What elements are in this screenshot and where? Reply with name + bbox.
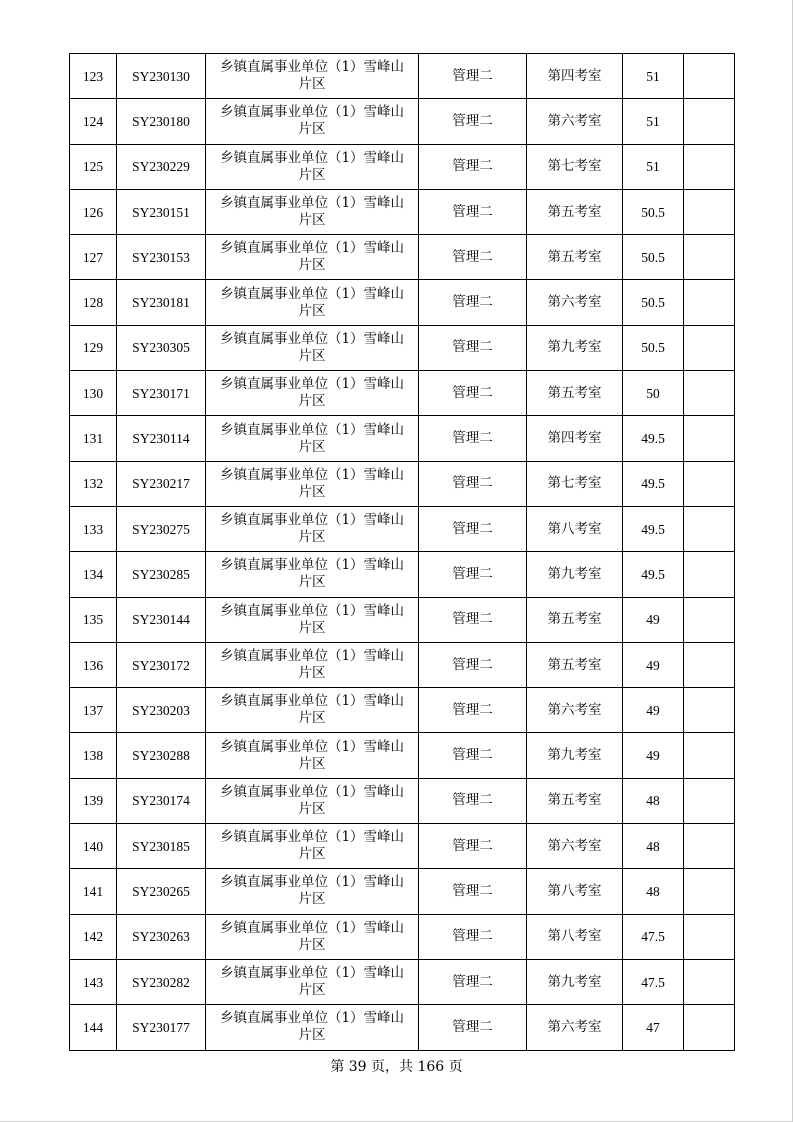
unit-line-2: 片区 — [298, 302, 326, 319]
unit-line-2: 片区 — [298, 212, 326, 229]
note-cell — [684, 778, 735, 823]
seq-cell: 128 — [70, 280, 117, 325]
table-row — [70, 733, 735, 778]
exam-id-cell: SY230181 — [117, 280, 206, 325]
score-cell: 48 — [623, 778, 684, 823]
position-cell: 管理二 — [419, 371, 527, 416]
position-cell: 管理二 — [419, 280, 527, 325]
unit-cell — [206, 733, 419, 778]
unit-cell — [206, 280, 419, 325]
table-row — [70, 280, 735, 325]
exam-id-cell: SY230172 — [117, 642, 206, 687]
exam-room-cell: 第九考室 — [527, 552, 623, 597]
note-cell — [684, 552, 735, 597]
seq-cell: 125 — [70, 144, 117, 189]
unit-line-1: 乡镇直属事业单位（1）雪峰山 — [219, 330, 405, 347]
unit-line-2: 片区 — [298, 76, 326, 93]
score-cell: 49 — [623, 642, 684, 687]
exam-room-cell: 第六考室 — [527, 1005, 623, 1050]
exam-room-cell: 第八考室 — [527, 869, 623, 914]
page-footer: 第 39 页，共 166 页 — [330, 1059, 463, 1075]
note-cell — [684, 54, 735, 99]
note-cell — [684, 99, 735, 144]
note-cell — [684, 733, 735, 778]
score-cell: 49 — [623, 597, 684, 642]
table-row — [70, 99, 735, 144]
table-row — [70, 914, 735, 959]
note-cell — [684, 461, 735, 506]
position-cell: 管理二 — [419, 733, 527, 778]
exam-room-cell: 第九考室 — [527, 959, 623, 1004]
unit-cell — [206, 914, 419, 959]
note-cell — [684, 235, 735, 280]
exam-room-cell: 第六考室 — [527, 688, 623, 733]
unit-line-1: 乡镇直属事业单位（1）雪峰山 — [219, 648, 405, 664]
exam-id-cell: SY230217 — [117, 461, 206, 506]
unit-line-2: 片区 — [298, 121, 326, 138]
unit-cell — [206, 461, 419, 506]
unit-cell — [206, 1005, 419, 1050]
exam-id-cell: SY230174 — [117, 778, 206, 823]
position-cell: 管理二 — [419, 416, 527, 461]
seq-cell: 140 — [70, 824, 117, 869]
unit-cell — [206, 416, 419, 461]
exam-room-cell: 第四考室 — [527, 54, 623, 99]
unit-line-2: 片区 — [298, 574, 326, 591]
score-cell: 49.5 — [623, 416, 684, 461]
table-row — [70, 688, 735, 733]
unit-cell — [206, 552, 419, 597]
exam-id-cell: SY230171 — [117, 371, 206, 416]
unit-line-2: 片区 — [298, 982, 326, 999]
unit-line-2: 片区 — [298, 846, 326, 863]
exam-room-cell: 第五考室 — [527, 642, 623, 687]
seq-cell: 142 — [70, 914, 117, 959]
score-cell: 47 — [623, 1005, 684, 1050]
unit-cell — [206, 642, 419, 687]
exam-id-cell: SY230229 — [117, 144, 206, 189]
note-cell — [684, 914, 735, 959]
exam-id-cell: SY230177 — [117, 1005, 206, 1050]
seq-cell: 131 — [70, 416, 117, 461]
score-cell: 49.5 — [623, 506, 684, 551]
score-cell: 49 — [623, 688, 684, 733]
table-row — [70, 416, 735, 461]
seq-cell: 138 — [70, 733, 117, 778]
unit-cell — [206, 959, 419, 1004]
position-cell: 管理二 — [419, 189, 527, 234]
position-cell: 管理二 — [419, 235, 527, 280]
unit-line-2: 片区 — [298, 710, 326, 727]
unit-cell — [206, 778, 419, 823]
unit-line-1: 乡镇直属事业单位（1）雪峰山 — [219, 59, 405, 76]
note-cell — [684, 1005, 735, 1050]
unit-cell — [206, 688, 419, 733]
position-cell: 管理二 — [419, 506, 527, 551]
unit-line-1: 乡镇直属事业单位（1）雪峰山 — [219, 376, 405, 393]
exam-id-cell: SY230180 — [117, 99, 206, 144]
exam-room-cell: 第六考室 — [527, 824, 623, 869]
table-row — [70, 325, 735, 370]
unit-line-2: 片区 — [298, 619, 326, 636]
unit-line-2: 片区 — [298, 755, 326, 772]
table-row — [70, 824, 735, 869]
table-body — [70, 54, 735, 1051]
unit-line-1: 乡镇直属事业单位（1）雪峰山 — [219, 240, 405, 257]
table-row — [70, 461, 735, 506]
unit-line-1: 乡镇直属事业单位（1）雪峰山 — [219, 149, 405, 166]
note-cell — [684, 824, 735, 869]
unit-line-2: 片区 — [298, 529, 326, 546]
exam-room-cell: 第五考室 — [527, 778, 623, 823]
seq-cell: 127 — [70, 235, 117, 280]
position-cell: 管理二 — [419, 778, 527, 823]
position-cell: 管理二 — [419, 688, 527, 733]
unit-line-2: 片区 — [298, 891, 326, 908]
exam-room-cell: 第七考室 — [527, 461, 623, 506]
exam-room-cell: 第九考室 — [527, 733, 623, 778]
note-cell — [684, 144, 735, 189]
unit-cell — [206, 506, 419, 551]
note-cell — [684, 416, 735, 461]
unit-line-1: 乡镇直属事业单位（1）雪峰山 — [219, 783, 405, 800]
note-cell — [684, 325, 735, 370]
unit-cell — [206, 869, 419, 914]
exam-id-cell: SY230144 — [117, 597, 206, 642]
unit-line-2: 片区 — [298, 483, 326, 500]
exam-room-cell: 第六考室 — [527, 99, 623, 144]
score-cell: 49 — [623, 733, 684, 778]
seq-cell: 133 — [70, 506, 117, 551]
unit-line-1: 乡镇直属事业单位（1）雪峰山 — [219, 829, 405, 846]
position-cell: 管理二 — [419, 824, 527, 869]
seq-cell: 129 — [70, 325, 117, 370]
unit-line-1: 乡镇直属事业单位（1）雪峰山 — [219, 285, 405, 302]
table-row — [70, 959, 735, 1004]
table-row — [70, 189, 735, 234]
position-cell: 管理二 — [419, 325, 527, 370]
score-cell: 47.5 — [623, 914, 684, 959]
position-cell: 管理二 — [419, 552, 527, 597]
seq-cell: 123 — [70, 54, 117, 99]
note-cell — [684, 371, 735, 416]
score-cell: 51 — [623, 99, 684, 144]
position-cell: 管理二 — [419, 99, 527, 144]
unit-line-2: 片区 — [298, 257, 326, 274]
score-cell: 51 — [623, 144, 684, 189]
score-cell: 50 — [623, 371, 684, 416]
exam-id-cell: SY230288 — [117, 733, 206, 778]
seq-cell: 124 — [70, 99, 117, 144]
seq-cell: 126 — [70, 189, 117, 234]
note-cell — [684, 642, 735, 687]
position-cell: 管理二 — [419, 597, 527, 642]
exam-id-cell: SY230263 — [117, 914, 206, 959]
position-cell: 管理二 — [419, 144, 527, 189]
exam-room-cell: 第五考室 — [527, 235, 623, 280]
score-cell: 49.5 — [623, 552, 684, 597]
unit-line-2: 片区 — [298, 393, 326, 410]
exam-id-cell: SY230130 — [117, 54, 206, 99]
unit-line-1: 乡镇直属事业单位（1）雪峰山 — [219, 512, 405, 529]
unit-line-1: 乡镇直属事业单位（1）雪峰山 — [219, 965, 405, 982]
note-cell — [684, 869, 735, 914]
note-cell — [684, 959, 735, 1004]
exam-room-cell: 第五考室 — [527, 597, 623, 642]
seq-cell: 143 — [70, 959, 117, 1004]
position-cell: 管理二 — [419, 959, 527, 1004]
score-cell: 50.5 — [623, 235, 684, 280]
unit-cell — [206, 99, 419, 144]
unit-line-1: 乡镇直属事业单位（1）雪峰山 — [219, 693, 405, 710]
seq-cell: 135 — [70, 597, 117, 642]
seq-cell: 136 — [70, 642, 117, 687]
exam-room-cell: 第九考室 — [527, 325, 623, 370]
unit-cell — [206, 325, 419, 370]
exam-room-cell: 第五考室 — [527, 371, 623, 416]
table-row — [70, 778, 735, 823]
unit-cell — [206, 371, 419, 416]
seq-cell: 144 — [70, 1005, 117, 1050]
note-cell — [684, 506, 735, 551]
unit-line-1: 乡镇直属事业单位（1）雪峰山 — [219, 104, 405, 121]
unit-cell — [206, 54, 419, 99]
table-row — [70, 235, 735, 280]
note-cell — [684, 280, 735, 325]
exam-room-cell: 第四考室 — [527, 416, 623, 461]
position-cell: 管理二 — [419, 914, 527, 959]
seq-cell: 134 — [70, 552, 117, 597]
unit-line-1: 乡镇直属事业单位（1）雪峰山 — [219, 1010, 405, 1027]
exam-room-cell: 第六考室 — [527, 280, 623, 325]
unit-line-2: 片区 — [298, 438, 326, 455]
unit-line-2: 片区 — [298, 665, 326, 681]
unit-line-1: 乡镇直属事业单位（1）雪峰山 — [219, 557, 405, 574]
unit-cell — [206, 189, 419, 234]
unit-cell — [206, 597, 419, 642]
score-cell: 50.5 — [623, 325, 684, 370]
exam-id-cell: SY230153 — [117, 235, 206, 280]
exam-id-cell: SY230282 — [117, 959, 206, 1004]
exam-id-cell: SY230151 — [117, 189, 206, 234]
note-cell — [684, 688, 735, 733]
unit-line-2: 片区 — [298, 166, 326, 183]
score-cell: 49.5 — [623, 461, 684, 506]
position-cell: 管理二 — [419, 642, 527, 687]
table-row — [70, 54, 735, 99]
seq-cell: 141 — [70, 869, 117, 914]
unit-cell — [206, 824, 419, 869]
position-cell: 管理二 — [419, 461, 527, 506]
exam-room-cell: 第五考室 — [527, 189, 623, 234]
position-cell: 管理二 — [419, 54, 527, 99]
score-table — [69, 53, 735, 1051]
note-cell — [684, 189, 735, 234]
exam-id-cell: SY230185 — [117, 824, 206, 869]
table-row — [70, 597, 735, 642]
table-row — [70, 552, 735, 597]
unit-line-1: 乡镇直属事业单位（1）雪峰山 — [219, 466, 405, 483]
score-cell: 48 — [623, 869, 684, 914]
unit-line-2: 片区 — [298, 1027, 326, 1044]
table-row — [70, 144, 735, 189]
exam-id-cell: SY230305 — [117, 325, 206, 370]
unit-line-1: 乡镇直属事业单位（1）雪峰山 — [219, 738, 405, 755]
score-cell: 47.5 — [623, 959, 684, 1004]
unit-cell — [206, 144, 419, 189]
seq-cell: 132 — [70, 461, 117, 506]
note-cell — [684, 597, 735, 642]
unit-line-1: 乡镇直属事业单位（1）雪峰山 — [219, 602, 405, 619]
unit-line-2: 片区 — [298, 936, 326, 953]
unit-line-1: 乡镇直属事业单位（1）雪峰山 — [219, 421, 405, 438]
unit-line-2: 片区 — [298, 800, 326, 817]
unit-line-2: 片区 — [298, 347, 326, 364]
score-cell: 50.5 — [623, 280, 684, 325]
seq-cell: 139 — [70, 778, 117, 823]
seq-cell: 137 — [70, 688, 117, 733]
table-row — [70, 869, 735, 914]
unit-cell — [206, 235, 419, 280]
exam-id-cell: SY230285 — [117, 552, 206, 597]
score-cell: 50.5 — [623, 189, 684, 234]
exam-id-cell: SY230203 — [117, 688, 206, 733]
unit-line-1: 乡镇直属事业单位（1）雪峰山 — [219, 874, 405, 891]
seq-cell: 130 — [70, 371, 117, 416]
unit-line-1: 乡镇直属事业单位（1）雪峰山 — [219, 919, 405, 936]
score-cell: 51 — [623, 54, 684, 99]
table-row — [70, 371, 735, 416]
table-row — [70, 506, 735, 551]
exam-id-cell: SY230265 — [117, 869, 206, 914]
exam-id-cell: SY230114 — [117, 416, 206, 461]
position-cell: 管理二 — [419, 869, 527, 914]
exam-id-cell: SY230275 — [117, 506, 206, 551]
exam-room-cell: 第八考室 — [527, 506, 623, 551]
position-cell: 管理二 — [419, 1005, 527, 1050]
table-row — [70, 1005, 735, 1050]
unit-line-1: 乡镇直属事业单位（1）雪峰山 — [219, 195, 405, 212]
exam-room-cell: 第七考室 — [527, 144, 623, 189]
exam-room-cell: 第八考室 — [527, 914, 623, 959]
score-cell: 48 — [623, 824, 684, 869]
table-row — [70, 642, 735, 687]
